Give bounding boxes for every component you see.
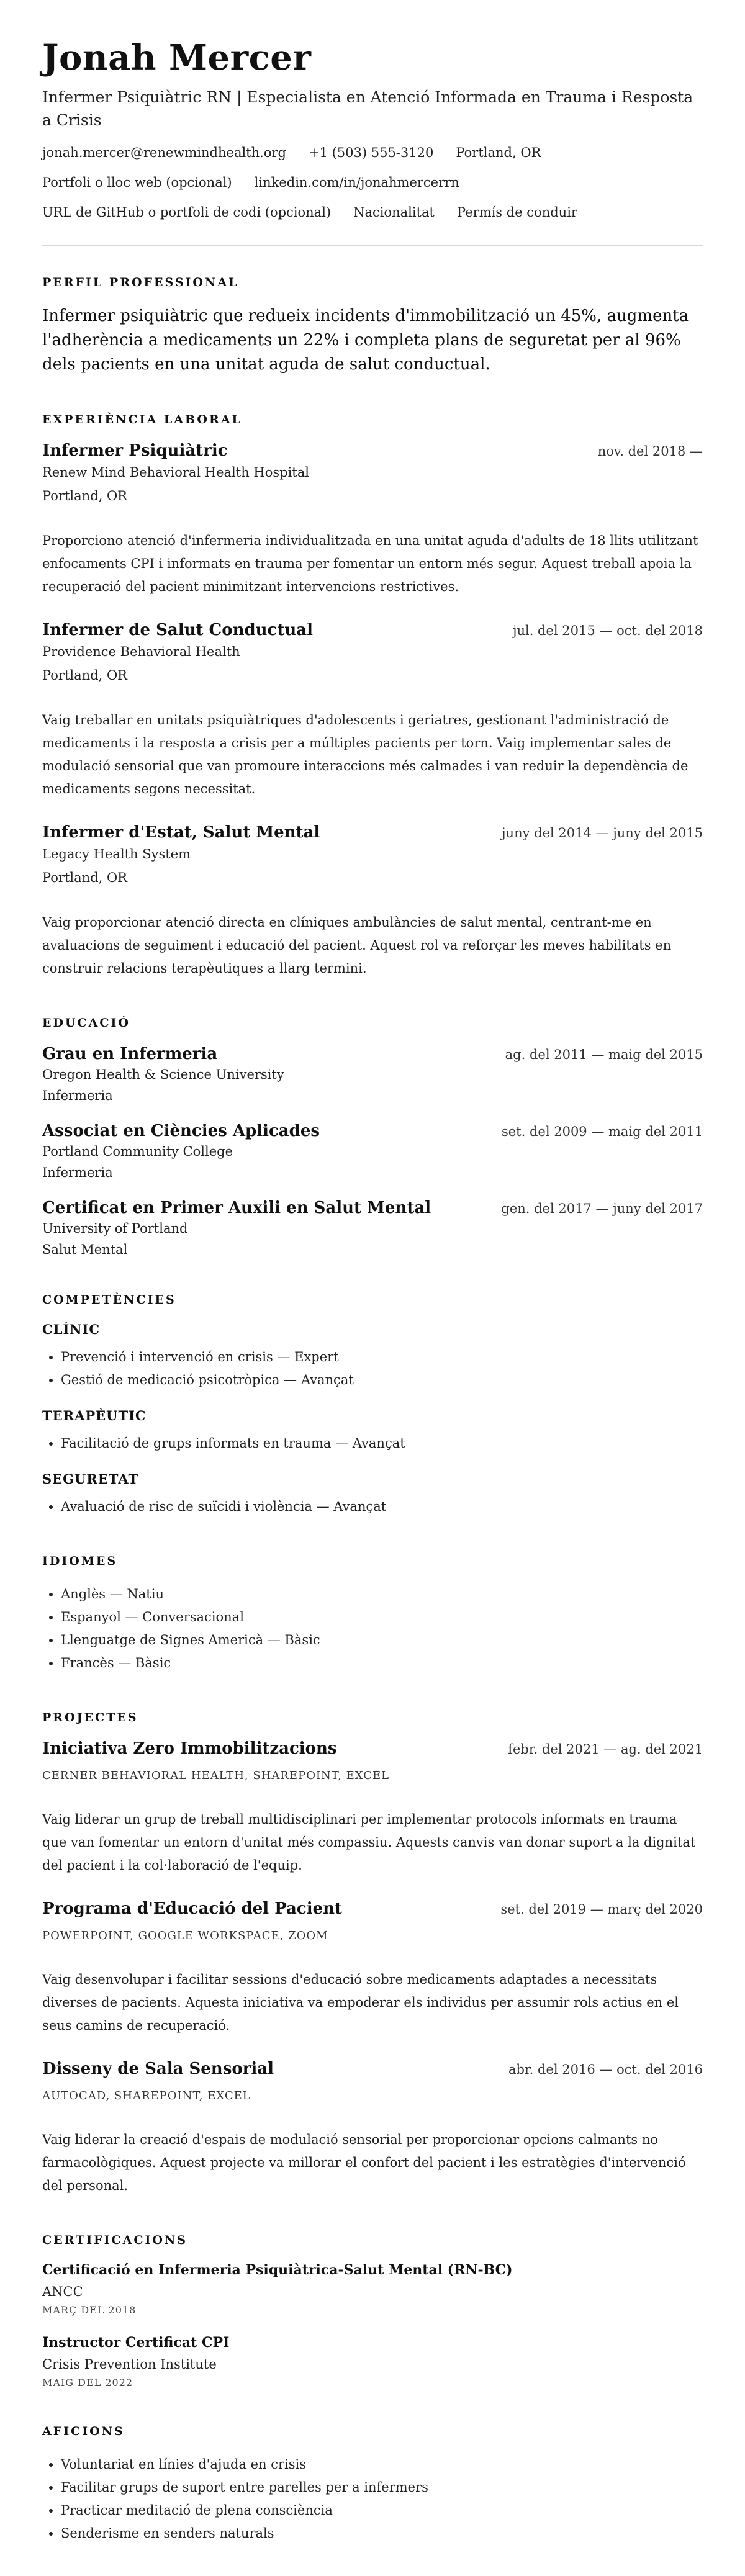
contact-email[interactable]: jonah.mercer@renewmindhealth.org [42, 145, 286, 160]
project-description: Vaig desenvolupar i facilitar sessions d'educació sobre medicaments adaptades a necessitats diverses de pacients. Aquesta iniciativa va empoderar els individus per assumir rols actius en el seus camins de recuperació. [42, 1972, 679, 2033]
section-title: EDUCACIÓ [42, 1016, 130, 1030]
skill-item: • Facilitació de grups informats en trauma — Avançat [61, 1432, 703, 1455]
job-title: Infermer d'Estat, Salut Mental [42, 823, 320, 842]
skill-item: • Prevenció i intervenció en crisis — Expert [61, 1346, 703, 1369]
certifications-list [42, 2262, 703, 2389]
experience-entry [42, 621, 703, 801]
contact-driving-license: Permís de conduir [457, 205, 577, 220]
experience-section [42, 413, 703, 980]
language-item: • Llenguatge de Signes Americà — Bàsic [61, 1629, 703, 1652]
skills-list [42, 1322, 703, 1518]
section-title: AFICIONS [42, 2425, 125, 2438]
project-entry [42, 2060, 703, 2197]
job-dates: jul. del 2015 — oct. del 2018 [512, 623, 703, 638]
entry-header [42, 1899, 703, 1918]
education-entry [42, 1199, 703, 1257]
languages-list [42, 1583, 703, 1675]
job-title: Infermer Psiquiàtric [42, 441, 228, 460]
entry-header [42, 1045, 703, 1063]
company-name: Renew Mind Behavioral Health Hospital [42, 465, 309, 480]
hobby-item: • Practicar meditació de plena consciència [61, 2499, 703, 2522]
certifications-section [42, 2233, 703, 2389]
school-name: University of Portland [42, 1221, 188, 1236]
skill-list [42, 1495, 703, 1518]
degree-title: Certificat en Primer Auxili en Salut Mental [42, 1199, 431, 1217]
certification-date: MARÇ DEL 2018 [42, 2304, 137, 2316]
project-entry [42, 1899, 703, 2037]
company-name: Providence Behavioral Health [42, 644, 240, 659]
contact-github[interactable]: URL de GitHub o portfoli de codi (opcional) [42, 205, 332, 220]
project-entry [42, 1739, 703, 1877]
languages-section [42, 1554, 703, 1675]
skill-category-title: TERAPÈUTIC [42, 1408, 147, 1423]
contact-nationality: Nacionalitat [353, 205, 435, 220]
education-entry [42, 1045, 703, 1103]
job-description: Vaig proporcionar atenció directa en clíniques ambulàncies de salut mental, centrant-me en avaluacions de seguiment i educació del pacient. Aquest rol va reforçar les meves habilitats en construir relacions terapèutiques a llarg termini. [42, 915, 672, 976]
job-location: Portland, OR [42, 489, 127, 503]
entry-header [42, 1739, 703, 1758]
project-technologies: CERNER BEHAVIORAL HEALTH, SHAREPOINT, EXCEL [42, 1769, 390, 1782]
skills-section [42, 1293, 703, 1518]
summary-section [42, 276, 703, 377]
contact-row-2 [42, 175, 703, 190]
job-location: Portland, OR [42, 870, 127, 885]
contact-phone[interactable]: +1 (503) 555-3120 [308, 145, 434, 160]
degree-title: Associat en Ciències Aplicades [42, 1122, 320, 1140]
project-description: Vaig liderar la creació d'espais de modulació sensorial per proporcionar opcions calmants no farmacològiques. Aquest projecte va millorar el confort del pacient i les estratègies d'intervenció del personal. [42, 2132, 686, 2193]
skill-category-title: SEGURETAT [42, 1471, 139, 1487]
job-description: Proporciono atenció d'infermeria individualitzada en una unitat aguda d'adults de 18 llits utilitzant enfocaments CPI i informats en trauma per fomentar un entorn més segur. Aquest treball apoia la recuperació del pacient minimitzant intervencions restrictives. [42, 533, 698, 594]
section-title: PERFIL PROFESSIONAL [42, 276, 239, 289]
project-dates: abr. del 2016 — oct. del 2016 [508, 2062, 703, 2077]
study-field: Infermeria [42, 1088, 113, 1103]
skill-item: • Avaluació de risc de suïcidi i violència — Avançat [61, 1495, 703, 1518]
certification-name: Instructor Certificat CPI [42, 2335, 230, 2351]
entry-header [42, 1199, 703, 1217]
contact-row-1 [42, 145, 703, 160]
company-name: Legacy Health System [42, 847, 191, 862]
school-name: Portland Community College [42, 1144, 233, 1159]
section-title: IDIOMES [42, 1554, 118, 1568]
hobbies-section [42, 2425, 703, 2545]
certification-name: Certificació en Infermeria Psiquiàtrica-Salut Mental (RN-BC) [42, 2262, 513, 2278]
certification-issuer: ANCC [42, 2284, 83, 2299]
contact-location: Portland, OR [456, 145, 541, 160]
experience-entry [42, 441, 703, 598]
study-field: Infermeria [42, 1165, 113, 1180]
project-technologies: POWERPOINT, GOOGLE WORKSPACE, ZOOM [42, 1929, 328, 1942]
skill-list [42, 1432, 703, 1455]
job-location: Portland, OR [42, 668, 127, 683]
entry-header [42, 621, 703, 639]
section-title: CERTIFICACIONS [42, 2233, 187, 2247]
hobby-item: • Senderisme en senders naturals [61, 2522, 703, 2545]
school-name: Oregon Health & Science University [42, 1067, 284, 1082]
hobby-item: • Facilitar grups de suport entre parelles per a infermers [61, 2476, 703, 2499]
entry-header [42, 441, 703, 460]
skill-item: • Gestió de medicació psicotròpica — Avançat [61, 1369, 703, 1392]
skill-category-title: CLÍNIC [42, 1322, 101, 1337]
project-technologies: AUTOCAD, SHAREPOINT, EXCEL [42, 2089, 251, 2102]
projects-list [42, 1739, 703, 2197]
summary-text: Infermer psiquiàtric que redueix incidents d'immobilització un 45%, augmenta l'adherència a medicaments un 22% i completa plans de seguretat per al 96% dels pacients en una unitat aguda de salut conductual. [42, 307, 689, 374]
section-title: PROJECTES [42, 1711, 138, 1724]
language-item: • Francès — Bàsic [61, 1652, 703, 1675]
project-title: Programa d'Educació del Pacient [42, 1899, 343, 1918]
project-dates: febr. del 2021 — ag. del 2021 [508, 1742, 703, 1757]
job-description: Vaig treballar en unitats psiquiàtriques d'adolescents i geriatres, gestionant l'administració de medicaments i la resposta a crisis per a múltiples pacients per torn. Vaig implementar sales de modulació sensorial que van promoure interaccions més calmades i van reduir la dependència de medicaments segons necessitat. [42, 713, 689, 796]
project-title: Iniciativa Zero Immobilitzacions [42, 1739, 337, 1758]
entry-header [42, 2060, 703, 2078]
project-title: Disseny de Sala Sensorial [42, 2060, 274, 2078]
experience-entry [42, 823, 703, 980]
certification-entry [42, 2262, 703, 2316]
job-dates: nov. del 2018 — [597, 444, 703, 459]
project-description: Vaig liderar un grup de treball multidisciplinari per implementar protocols informats en trauma que van fomentar un entorn d'unitat més compassiu. Aquests canvis van donar suport a la dignitat del pacient i la col·laboració de l'equip. [42, 1812, 696, 1873]
job-dates: juny del 2014 — juny del 2015 [502, 826, 703, 840]
section-title: COMPETÈNCIES [42, 1293, 176, 1307]
education-list [42, 1045, 703, 1257]
study-field: Salut Mental [42, 1242, 128, 1257]
entry-header [42, 1122, 703, 1140]
job-title: Infermer de Salut Conductual [42, 621, 314, 639]
certification-entry [42, 2335, 703, 2389]
projects-section [42, 1711, 703, 2197]
headline: Infermer Psiquiàtric RN | Especialista en Atenció Informada en Trauma i Resposta a Crisis [42, 88, 693, 129]
degree-title: Grau en Infermeria [42, 1045, 218, 1063]
skill-list [42, 1346, 703, 1392]
certification-issuer: Crisis Prevention Institute [42, 2357, 217, 2372]
language-item: • Espanyol — Conversacional [61, 1606, 703, 1629]
education-dates: set. del 2009 — maig del 2011 [501, 1124, 703, 1139]
experience-list [42, 441, 703, 980]
education-dates: ag. del 2011 — maig del 2015 [505, 1047, 703, 1062]
contact-portfolio[interactable]: Portfoli o lloc web (opcional) [42, 175, 232, 190]
header-divider [42, 245, 703, 246]
hobby-item: • Voluntariat en línies d'ajuda en crisis [61, 2453, 703, 2476]
candidate-name: Jonah Mercer [42, 37, 312, 78]
entry-header [42, 823, 703, 842]
education-dates: gen. del 2017 — juny del 2017 [501, 1201, 703, 1216]
education-section [42, 1016, 703, 1257]
education-entry [42, 1122, 703, 1180]
contact-row-3 [42, 205, 703, 220]
language-item: • Anglès — Natiu [61, 1583, 703, 1606]
certification-date: MAIG DEL 2022 [42, 2377, 133, 2389]
contact-linkedin[interactable]: linkedin.com/in/jonahmercerrn [254, 175, 459, 190]
project-dates: set. del 2019 — març del 2020 [500, 1902, 703, 1917]
hobbies-list [42, 2453, 703, 2545]
section-title: EXPERIÈNCIA LABORAL [42, 413, 242, 426]
